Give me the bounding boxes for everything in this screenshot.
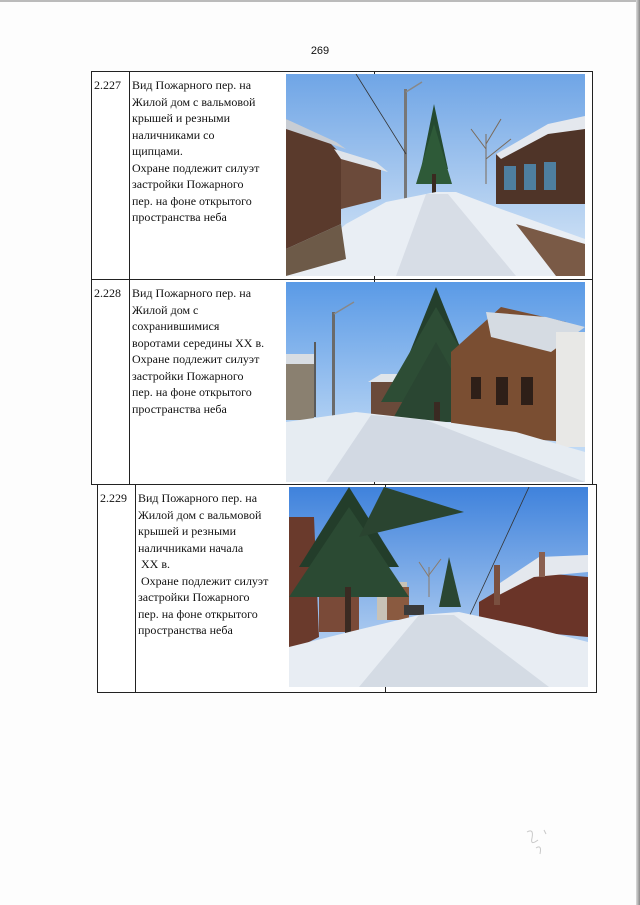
street-photo-3: [289, 487, 588, 687]
entry-description: Вид Пожарного пер. на Жилой дом с сохранившимися воротами середины XX в. Охране подлежит силуэт застройки Пожарного пер. на фоне открытого пространства неба: [130, 280, 375, 484]
street-photo-2: [286, 282, 585, 482]
scan-mark: [522, 822, 552, 862]
entry-number: 2.229: [98, 485, 136, 692]
page-number: 269: [310, 45, 330, 57]
scan-border-right: [636, 0, 640, 905]
street-photo-1: [286, 74, 585, 276]
entry-description: Вид Пожарного пер. на Жилой дом с вальмовой крышей и резными наличниками начала XX в. Охране подлежит силуэт застройки Пожарного пер. на фоне открытого пространства неба: [136, 485, 386, 692]
scan-border-top: [0, 0, 640, 2]
entry-description: Вид Пожарного пер. на Жилой дом с вальмовой крышей и резными наличниками со щипцами. Охране подлежит силуэт застройки Пожарного пер. на фоне открытого пространства неба: [130, 72, 375, 279]
entry-number: 2.228: [92, 280, 130, 484]
entry-number: 2.227: [92, 72, 130, 279]
